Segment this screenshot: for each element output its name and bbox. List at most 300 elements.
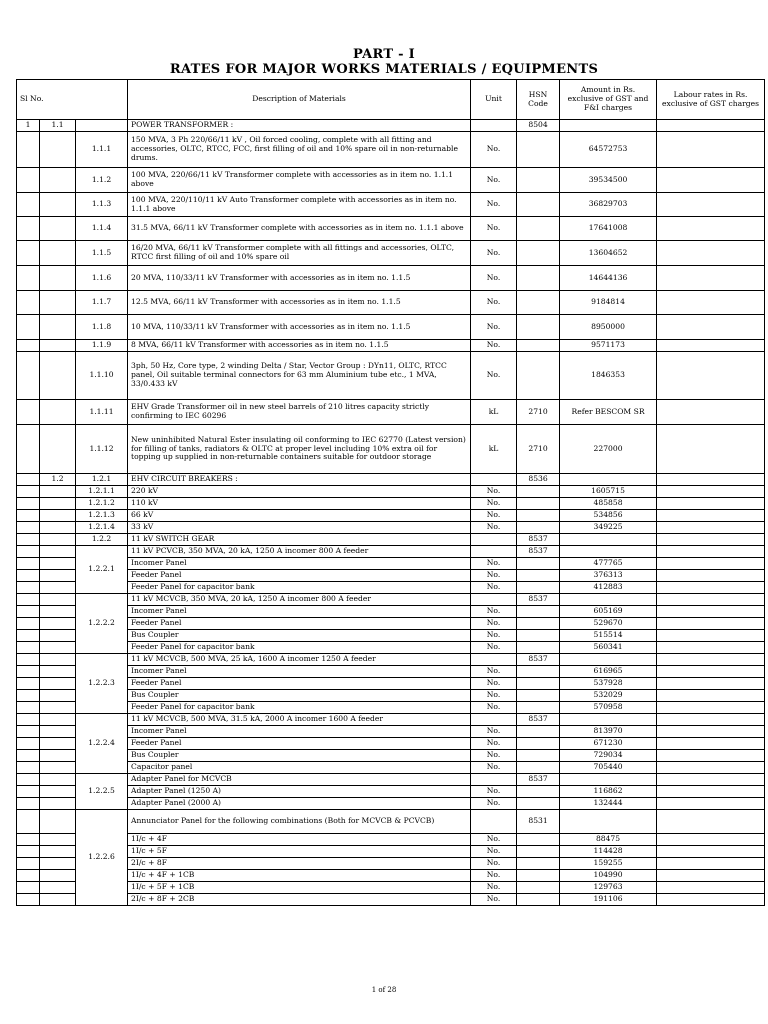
labour-rate-cell [657,642,765,654]
sl-main-cell [17,498,40,510]
hsn-code-cell [517,340,560,352]
unit-cell [471,810,517,834]
description-cell: 150 MVA, 3 Ph 220/66/11 kV , Oil forced cooling, complete with all fitting and accessories, OLTC, RTCC, FCC, first filling of oil and 10% spare oil in non-returnable drums. [128,132,471,168]
table-row [17,241,765,266]
hsn-code-cell [517,266,560,291]
table-row [17,738,765,750]
sl-main-cell [17,606,40,618]
sl-sub-cell [40,570,76,582]
labour-rate-cell [657,570,765,582]
sl-main-cell [17,132,40,168]
sl-main-cell [17,352,40,400]
table-row [17,315,765,340]
sl-sub-cell [40,714,76,726]
sl-main-cell [17,618,40,630]
amount-cell: Refer BESCOM SR [560,400,657,425]
labour-rate-cell [657,558,765,570]
labour-rate-cell [657,774,765,786]
hsn-code-cell [517,291,560,315]
page-title: PART - I [352,47,416,62]
sl-main-cell [17,400,40,425]
amount-cell [560,120,657,132]
hsn-code-cell [517,858,560,870]
unit-cell: No. [471,894,517,906]
description-cell: 100 MVA, 220/110/11 kV Auto Transformer complete with accessories as in item no. 1.1.1 above [128,193,471,217]
hsn-code-cell [517,702,560,714]
unit-cell: kL [471,400,517,425]
item-number-cell: 1.1.12 [76,425,128,474]
amount-cell: 1605715 [560,486,657,498]
unit-cell: No. [471,786,517,798]
labour-rate-cell [657,726,765,738]
labour-rate-cell [657,834,765,846]
unit-cell [471,546,517,558]
unit-cell: No. [471,510,517,522]
amount-cell: 376313 [560,570,657,582]
table-row [17,630,765,642]
table-row [17,678,765,690]
unit-cell: No. [471,726,517,738]
sl-main-cell [17,834,40,846]
description-cell: Incomer Panel [128,558,471,570]
table-row [17,846,765,858]
amount-cell: 39534500 [560,168,657,193]
hsn-code-cell [517,315,560,340]
item-number-cell: 1.1.2 [76,168,128,193]
hsn-code-cell [517,894,560,906]
hsn-code-cell [517,846,560,858]
sl-sub-cell [40,882,76,894]
table-row [17,522,765,534]
item-number-cell: 1.2.1.1 [76,486,128,498]
hsn-code-cell [517,570,560,582]
item-number-cell: 1.2.2.5 [76,774,128,810]
table-row [17,702,765,714]
table-row [17,594,765,606]
description-cell: 10 MVA, 110/33/11 kV Transformer with accessories as in item no. 1.1.5 [128,315,471,340]
item-number-cell: 1.1.5 [76,241,128,266]
description-cell: 11 kV MCVCB, 350 MVA, 20 kA, 1250 A incomer 800 A feeder [128,594,471,606]
sl-sub-cell [40,726,76,738]
sl-sub-cell [40,340,76,352]
sl-sub-cell [40,241,76,266]
amount-cell: 515514 [560,630,657,642]
sl-main-cell [17,168,40,193]
unit-cell: No. [471,762,517,774]
labour-rate-cell [657,618,765,630]
item-number-cell: 1.1.9 [76,340,128,352]
table-body [17,120,765,906]
hsn-code-cell: 8504 [517,120,560,132]
amount-cell [560,714,657,726]
sl-main-cell [17,582,40,594]
amount-cell [560,810,657,834]
sl-sub-cell [40,546,76,558]
table-row [17,266,765,291]
sl-main-cell [17,642,40,654]
labour-rate-cell [657,120,765,132]
amount-cell [560,474,657,486]
description-cell: Feeder Panel [128,678,471,690]
table-row [17,762,765,774]
sl-main-cell [17,702,40,714]
sl-sub-cell [40,870,76,882]
hsn-code-cell [517,738,560,750]
item-number-cell: 1.1.3 [76,193,128,217]
sl-main-cell [17,474,40,486]
sl-main-cell [17,714,40,726]
amount-cell: 9184814 [560,291,657,315]
labour-rate-cell [657,522,765,534]
unit-cell [471,774,517,786]
unit-cell: No. [471,522,517,534]
labour-rate-cell [657,738,765,750]
amount-cell: 104990 [560,870,657,882]
amount-cell: 412883 [560,582,657,594]
table-row [17,882,765,894]
amount-cell [560,594,657,606]
amount-cell: 570958 [560,702,657,714]
unit-cell [471,120,517,132]
table-row [17,810,765,834]
amount-cell: 671230 [560,738,657,750]
unit-cell: No. [471,882,517,894]
unit-cell: No. [471,168,517,193]
sl-sub-cell [40,690,76,702]
sl-main-cell [17,750,40,762]
amount-cell: 159255 [560,858,657,870]
description-cell: Bus Coupler [128,750,471,762]
description-cell: 11 kV PCVCB, 350 MVA, 20 kA, 1250 A incomer 800 A feeder [128,546,471,558]
unit-cell: No. [471,266,517,291]
amount-cell: 729034 [560,750,657,762]
sl-main-cell [17,630,40,642]
description-cell: 31.5 MVA, 66/11 kV Transformer complete with accessories as in item no. 1.1.1 above [128,217,471,241]
description-cell: Capacitor panel [128,762,471,774]
labour-rate-cell [657,266,765,291]
labour-rate-cell [657,810,765,834]
hsn-code-cell [517,666,560,678]
description-cell: 66 kV [128,510,471,522]
hsn-code-cell [517,834,560,846]
description-cell: 1I/c + 5F + 1CB [128,882,471,894]
sl-main-cell [17,486,40,498]
amount-cell: 8950000 [560,315,657,340]
hsn-code-cell [517,168,560,193]
hsn-code-cell [517,762,560,774]
amount-cell: 13604652 [560,241,657,266]
sl-sub-cell [40,498,76,510]
sl-sub-cell [40,168,76,193]
sl-main-cell [17,241,40,266]
labour-rate-cell [657,474,765,486]
sl-main-cell [17,193,40,217]
amount-cell: 605169 [560,606,657,618]
hsn-code-cell [517,132,560,168]
description-cell: 100 MVA, 220/66/11 kV Transformer complete with accessories as in item no. 1.1.1 above [128,168,471,193]
labour-rate-cell [657,546,765,558]
hsn-code-cell [517,498,560,510]
hsn-code-cell [517,870,560,882]
sl-main-cell [17,558,40,570]
amount-cell: 534856 [560,510,657,522]
item-number-cell: 1.1.7 [76,291,128,315]
description-cell: Adapter Panel (2000 A) [128,798,471,810]
table-row [17,690,765,702]
sl-main-cell [17,315,40,340]
table-row [17,291,765,315]
labour-rate-cell [657,582,765,594]
table-row [17,352,765,400]
table-row [17,618,765,630]
unit-cell: No. [471,132,517,168]
description-cell: 1I/c + 5F [128,846,471,858]
sl-main-cell [17,570,40,582]
unit-cell [471,534,517,546]
unit-cell: No. [471,798,517,810]
labour-rate-cell [657,132,765,168]
table-row [17,340,765,352]
unit-cell: No. [471,315,517,340]
description-cell: 2I/c + 8F + 2CB [128,894,471,906]
sl-sub-cell [40,522,76,534]
col-header-labour: Labour rates in Rs. exclusive of GST charges [657,80,765,120]
amount-cell: 532029 [560,690,657,702]
description-cell: Feeder Panel for capacitor bank [128,642,471,654]
hsn-code-cell [517,678,560,690]
amount-cell [560,534,657,546]
table-row [17,774,765,786]
hsn-code-cell: 2710 [517,425,560,474]
labour-rate-cell [657,882,765,894]
hsn-code-cell: 8537 [517,594,560,606]
sl-main-cell [17,546,40,558]
sl-main-cell [17,738,40,750]
table-row [17,642,765,654]
labour-rate-cell [657,315,765,340]
description-cell: POWER TRANSFORMER : [128,120,471,132]
table-row [17,894,765,906]
description-cell: Adapter Panel for MCVCB [128,774,471,786]
sl-sub-cell [40,762,76,774]
unit-cell: No. [471,217,517,241]
hsn-code-cell [517,786,560,798]
sl-sub-cell [40,798,76,810]
item-number-cell: 1.1.11 [76,400,128,425]
sl-sub-cell: 1.1 [40,120,76,132]
sl-sub-cell [40,702,76,714]
table-row [17,486,765,498]
item-number-cell: 1.2.1.4 [76,522,128,534]
labour-rate-cell [657,786,765,798]
labour-rate-cell [657,241,765,266]
unit-cell: No. [471,618,517,630]
sl-sub-cell [40,786,76,798]
sl-main-cell [17,810,40,834]
hsn-code-cell [517,750,560,762]
labour-rate-cell [657,798,765,810]
hsn-code-cell [517,510,560,522]
description-cell: Incomer Panel [128,606,471,618]
unit-cell: No. [471,870,517,882]
unit-cell: No. [471,486,517,498]
description-cell: Annunciator Panel for the following combinations (Both for MCVCB & PCVCB) [128,810,471,834]
item-number-cell: 1.2.2.6 [76,810,128,906]
hsn-code-cell [517,217,560,241]
hsn-code-cell: 8531 [517,810,560,834]
amount-cell: 64572753 [560,132,657,168]
description-cell: Adapter Panel (1250 A) [128,786,471,798]
hsn-code-cell [517,882,560,894]
col-header-sl: Sl No. [17,80,128,120]
item-number-cell: 1.1.10 [76,352,128,400]
hsn-code-cell [517,486,560,498]
unit-cell: No. [471,738,517,750]
table-row [17,714,765,726]
labour-rate-cell [657,534,765,546]
amount-cell: 705440 [560,762,657,774]
unit-cell [471,654,517,666]
unit-cell: No. [471,193,517,217]
hsn-code-cell [517,582,560,594]
sl-sub-cell [40,606,76,618]
hsn-code-cell [517,558,560,570]
item-number-cell: 1.2.1.2 [76,498,128,510]
table-row [17,834,765,846]
description-cell: 1I/c + 4F + 1CB [128,870,471,882]
labour-rate-cell [657,193,765,217]
description-cell: Feeder Panel [128,618,471,630]
sl-main-cell [17,291,40,315]
amount-cell: 813970 [560,726,657,738]
table-row [17,120,765,132]
labour-rate-cell [657,425,765,474]
sl-sub-cell [40,834,76,846]
labour-rate-cell [657,606,765,618]
description-cell: Bus Coupler [128,690,471,702]
labour-rate-cell [657,678,765,690]
description-cell: 16/20 MVA, 66/11 kV Transformer complete with all fittings and accessories, OLTC, RTCC first filling of oil and 10% spare oil [128,241,471,266]
amount-cell: 9571173 [560,340,657,352]
table-row [17,666,765,678]
table-row [17,726,765,738]
col-header-unit: Unit [471,80,517,120]
sl-sub-cell [40,400,76,425]
table-header-row [17,80,765,120]
description-cell: New uninhibited Natural Ester insulating oil conforming to IEC 62770 (Latest version) for filling of tanks, radiators & OLTC at proper level including 10% extra oil for topping up supplied in non-returnable containers suitable for outdoor storage [128,425,471,474]
sl-sub-cell [40,582,76,594]
sl-sub-cell [40,132,76,168]
sl-sub-cell [40,618,76,630]
hsn-code-cell [517,642,560,654]
labour-rate-cell [657,690,765,702]
description-cell: Feeder Panel for capacitor bank [128,702,471,714]
description-cell: 11 kV SWITCH GEAR [128,534,471,546]
amount-cell: 529670 [560,618,657,630]
labour-rate-cell [657,750,765,762]
sl-sub-cell: 1.2 [40,474,76,486]
table-row [17,570,765,582]
table-row [17,858,765,870]
sl-sub-cell [40,774,76,786]
table-row [17,400,765,425]
description-cell: Incomer Panel [128,666,471,678]
hsn-code-cell [517,690,560,702]
hsn-code-cell: 2710 [517,400,560,425]
table-row [17,786,765,798]
table-row [17,168,765,193]
sl-main-cell [17,266,40,291]
labour-rate-cell [657,666,765,678]
hsn-code-cell [517,241,560,266]
sl-main-cell [17,534,40,546]
amount-cell [560,546,657,558]
hsn-code-cell [517,798,560,810]
sl-main-cell [17,654,40,666]
description-cell: Bus Coupler [128,630,471,642]
description-cell: Feeder Panel [128,738,471,750]
table-row [17,558,765,570]
labour-rate-cell [657,400,765,425]
unit-cell: No. [471,642,517,654]
description-cell: 11 kV MCVCB, 500 MVA, 31.5 kA, 2000 A incomer 1600 A feeder [128,714,471,726]
hsn-code-cell [517,618,560,630]
description-cell: 33 kV [128,522,471,534]
unit-cell: No. [471,846,517,858]
sl-sub-cell [40,534,76,546]
hsn-code-cell: 8537 [517,774,560,786]
sl-main-cell [17,217,40,241]
hsn-code-cell: 8537 [517,714,560,726]
unit-cell: No. [471,666,517,678]
labour-rate-cell [657,510,765,522]
item-number-cell: 1.2.2.2 [76,594,128,654]
sl-sub-cell [40,266,76,291]
amount-cell [560,654,657,666]
sl-sub-cell [40,858,76,870]
sl-sub-cell [40,846,76,858]
unit-cell [471,594,517,606]
sl-sub-cell [40,666,76,678]
item-number-cell: 1.1.8 [76,315,128,340]
table-row [17,750,765,762]
table-row [17,193,765,217]
sl-sub-cell [40,510,76,522]
amount-cell: 14644136 [560,266,657,291]
labour-rate-cell [657,630,765,642]
amount-cell: 132444 [560,798,657,810]
page-subtitle: RATES FOR MAJOR WORKS MATERIALS / EQUIPMENTS [169,62,599,77]
sl-main-cell [17,762,40,774]
sl-main-cell [17,425,40,474]
labour-rate-cell [657,654,765,666]
table-row [17,606,765,618]
col-header-hsn: HSN Code [517,80,560,120]
labour-rate-cell [657,498,765,510]
description-cell: 1I/c + 4F [128,834,471,846]
hsn-code-cell [517,606,560,618]
amount-cell: 477765 [560,558,657,570]
description-cell: Feeder Panel [128,570,471,582]
table-row [17,132,765,168]
description-cell: EHV Grade Transformer oil in new steel barrels of 210 litres capacity strictly confirming to IEC 60296 [128,400,471,425]
labour-rate-cell [657,352,765,400]
sl-main-cell [17,798,40,810]
sl-sub-cell [40,217,76,241]
hsn-code-cell [517,630,560,642]
unit-cell: No. [471,630,517,642]
table-row [17,798,765,810]
